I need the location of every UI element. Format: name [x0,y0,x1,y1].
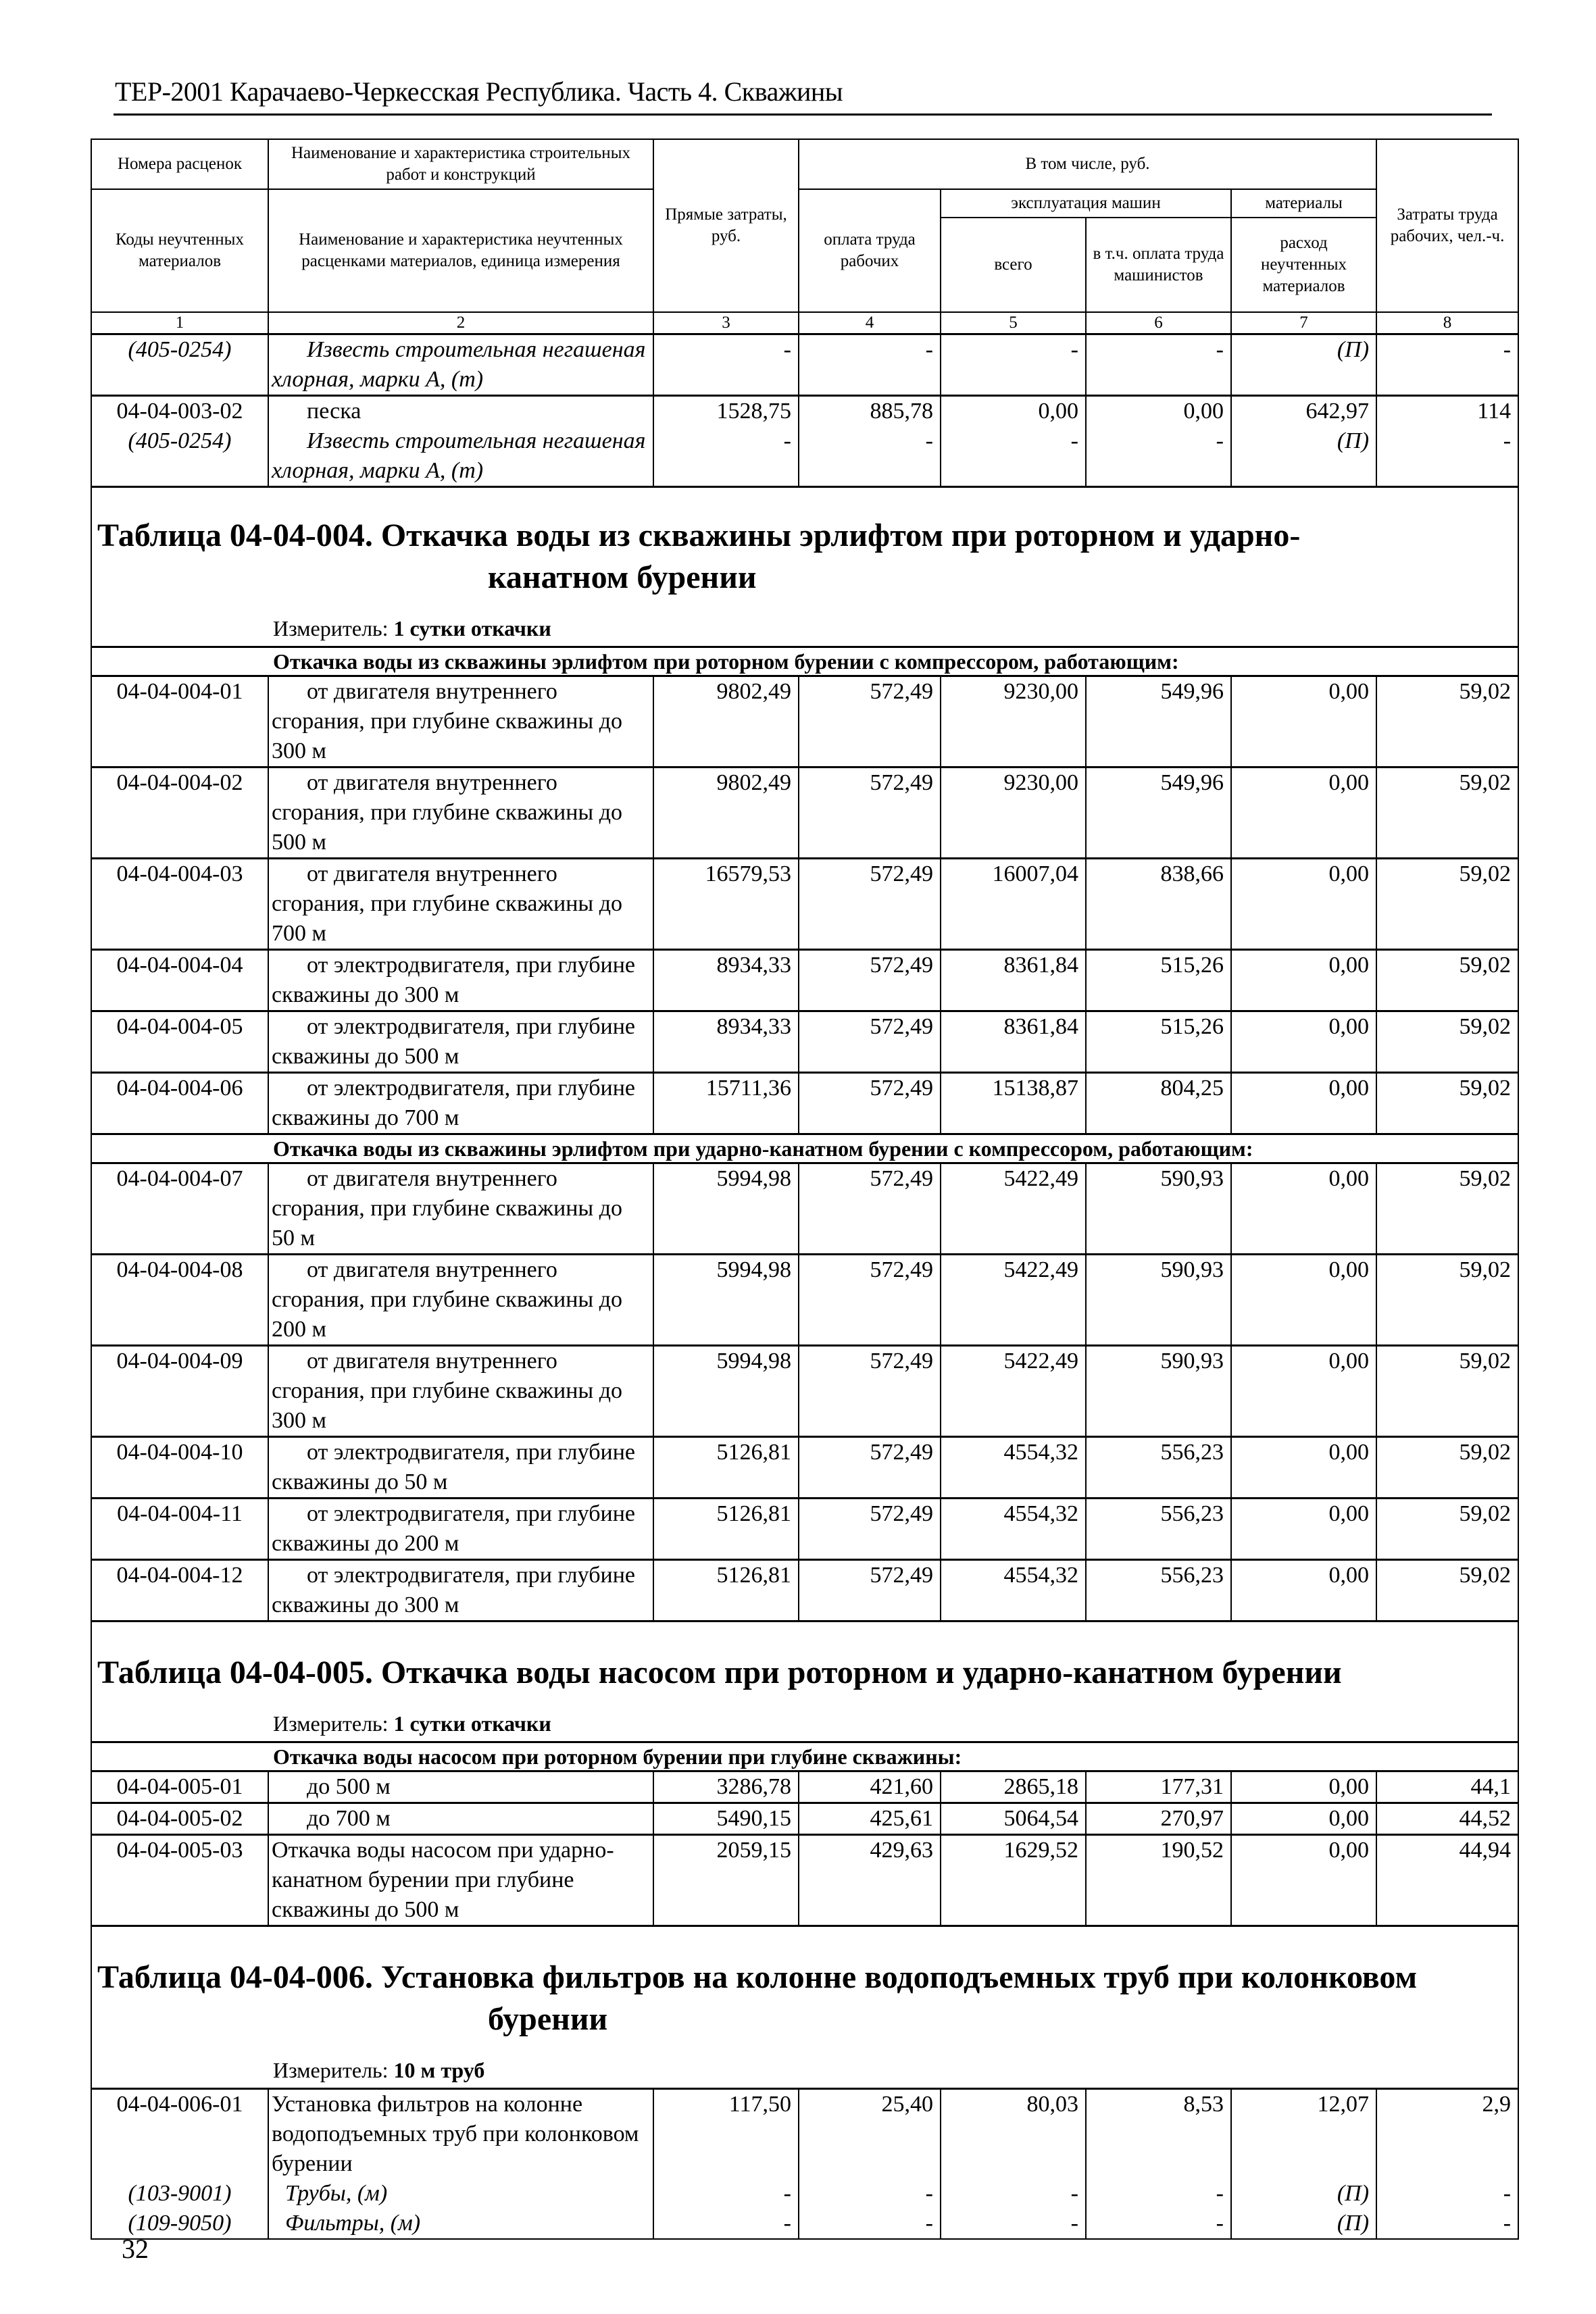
value: 12,07 [1317,2092,1370,2117]
value-labor: 572,49 [799,950,941,1011]
rate-row [91,1346,1518,1437]
value-operators: 270,97 [1086,1803,1231,1835]
value-labor-hours: 59,02 [1376,1499,1518,1560]
table-005-group1: Откачка воды насосом при роторном бурении при глубине скважины: [91,1742,1518,1771]
rate-row [91,1560,1518,1621]
value-labor-hours: 59,02 [1376,1011,1518,1073]
rate-name: песка [307,399,361,424]
value-operators: 804,25 [1086,1073,1231,1134]
rate-row [91,1771,1518,1803]
rate-code-cell [91,396,268,487]
rate-code: 04-04-004-03 [91,859,268,950]
value-materials: 0,00 [1231,1163,1376,1255]
value-direct: 15711,36 [653,1073,799,1134]
value-operators: 515,26 [1086,1011,1231,1073]
value-machines: 5422,49 [941,1346,1086,1437]
value-materials: 0,00 [1231,1011,1376,1073]
material-row [91,334,1518,396]
rate-code: 04-04-004-10 [91,1437,268,1499]
rate-name: от электродвигателя, при глубине скважины до 700 м [268,1073,653,1134]
material-code: (405-0254) [128,428,232,453]
value: 885,78 [870,399,933,424]
value-labor-hours [1376,2089,1518,2240]
value-labor: 421,60 [799,1771,941,1803]
col-number: 8 [1376,312,1518,334]
value-operators: 556,23 [1086,1437,1231,1499]
value-direct: 5994,98 [653,1346,799,1437]
value-direct [653,2089,799,2240]
value-operators: 549,96 [1086,676,1231,768]
rates-table [91,139,1519,2240]
table-004-title [92,488,1518,605]
value-labor: 572,49 [799,768,941,859]
rate-code: 04-04-003-02 [116,399,243,424]
material-name: Трубы, (м) [285,2181,388,2206]
value-operators: 590,93 [1086,1255,1231,1346]
rate-code: 04-04-004-07 [91,1163,268,1255]
group-header-machines: эксплуатация машин [941,189,1231,218]
measure-label: Измеритель: [273,616,394,640]
value-direct: 5126,81 [653,1437,799,1499]
rate-name: от электродвигателя, при глубине скважины до 50 м [268,1437,653,1499]
value: - [783,428,791,453]
title-line: Таблица 04-04-004. Откачка воды из скважины эрлифтом при роторном и ударно- [97,518,1301,553]
value-materials [1231,396,1376,487]
rate-name: Откачка воды насосом при ударно-канатном бурении при глубине скважины до 500 м [268,1835,653,1926]
page-number: 32 [122,2234,149,2264]
value: - [1503,428,1512,453]
value-materials: 0,00 [1231,1835,1376,1926]
value: 117,50 [728,2092,791,2117]
value-labor [799,2089,941,2240]
rate-name: до 700 м [268,1803,653,1835]
measure-label: Измеритель: [273,1711,394,1736]
value-labor: 572,49 [799,1255,941,1346]
value-direct: - [653,334,799,396]
rate-row [91,1803,1518,1835]
rate-code: 04-04-004-11 [91,1499,268,1560]
col-number: 3 [653,312,799,334]
value: - [783,2211,791,2236]
value: - [925,2211,933,2236]
value-operators: 590,93 [1086,1163,1231,1255]
value-machines: 16007,04 [941,859,1086,950]
value-operators: 549,96 [1086,768,1231,859]
material-name: Известь строительная негашеная хлорная, марки А, (т) [268,334,653,396]
value-operators: 515,26 [1086,950,1231,1011]
material-code: (405-0254) [91,334,268,396]
title-line: канатном бурении [488,559,757,595]
value-materials: (П) [1231,334,1376,396]
measure-value: 1 сутки откачки [393,616,551,640]
value-labor [799,396,941,487]
value: (П) [1337,2181,1370,2206]
col8-header: Затраты труда рабочих, чел.-ч. [1376,139,1518,312]
material-code: (109-9050) [128,2211,232,2236]
value: - [783,2181,791,2206]
header-rule [114,114,1492,116]
value-machines: 5064,54 [941,1803,1086,1835]
value-machines: 8361,84 [941,950,1086,1011]
value-machines: - [941,334,1086,396]
value-direct: 5126,81 [653,1560,799,1621]
col7-header: расход неучтенных материалов [1231,218,1376,312]
col2-header-top: Наименование и характеристика строительных работ и конструкций [268,139,653,189]
material-name: Фильтры, (м) [285,2211,421,2236]
value-direct: 3286,78 [653,1771,799,1803]
value-labor-hours: 59,02 [1376,1163,1518,1255]
table-004-measure [92,605,1518,646]
col1-header-top: Номера расценок [91,139,268,189]
rate-name: от электродвигателя, при глубине скважины до 500 м [268,1011,653,1073]
value-labor-hours: 59,02 [1376,1255,1518,1346]
value: - [1216,2211,1224,2236]
rate-row [91,396,1518,487]
col3-header: Прямые затраты, руб. [653,139,799,312]
value: 2,9 [1482,2092,1512,2117]
value-machines: 9230,00 [941,768,1086,859]
rate-code: 04-04-004-09 [91,1346,268,1437]
value-labor: 572,49 [799,1437,941,1499]
value-direct: 9802,49 [653,676,799,768]
value: (П) [1337,428,1370,453]
col1-header-bottom: Коды неучтенных материалов [91,189,268,312]
value-operators: 838,66 [1086,859,1231,950]
rate-code: 04-04-005-01 [91,1771,268,1803]
rate-row [91,1499,1518,1560]
rate-code: 04-04-004-04 [91,950,268,1011]
rate-name: от двигателя внутреннего сгорания, при глубине скважины до 700 м [268,859,653,950]
title-line: бурении [488,2001,608,2037]
value: (П) [1337,2211,1370,2236]
value-machines [941,396,1086,487]
value-materials: 0,00 [1231,859,1376,950]
value-materials: 0,00 [1231,768,1376,859]
value-labor-hours: 59,02 [1376,768,1518,859]
rate-row [91,768,1518,859]
value-machines: 4554,32 [941,1499,1086,1560]
rate-name: от двигателя внутреннего сгорания, при глубине скважины до 300 м [268,1346,653,1437]
value-operators: 590,93 [1086,1346,1231,1437]
rate-name: от двигателя внутреннего сгорания, при глубине скважины до 300 м [268,676,653,768]
value-labor: 572,49 [799,859,941,950]
value: - [1070,2181,1078,2206]
value-machines: 8361,84 [941,1011,1086,1073]
value-labor-hours: 59,02 [1376,1437,1518,1499]
material-code: (103-9001) [128,2181,232,2206]
rate-row [91,676,1518,768]
value-machines: 1629,52 [941,1835,1086,1926]
table-004-group1: Откачка воды из скважины эрлифтом при роторном бурении с компрессором, работающим: [91,647,1518,676]
table-005-measure [92,1701,1518,1741]
material-name: Известь строительная негашеная хлорная, марки А, (т) [272,428,646,483]
value-machines: 2865,18 [941,1771,1086,1803]
value-labor-hours: 44,52 [1376,1803,1518,1835]
value-labor-hours [1376,396,1518,487]
value-operators: 556,23 [1086,1560,1231,1621]
value-materials: 0,00 [1231,1803,1376,1835]
value: - [925,2181,933,2206]
value-materials: 0,00 [1231,950,1376,1011]
col5-header: всего [941,218,1086,312]
group-header-materials: материалы [1231,189,1376,218]
value-direct [653,396,799,487]
value-labor: - [799,334,941,396]
value-direct: 2059,15 [653,1835,799,1926]
rates-table-frame [91,139,1518,2240]
value-direct: 8934,33 [653,950,799,1011]
rate-code: 04-04-004-06 [91,1073,268,1134]
value-direct: 16579,53 [653,859,799,950]
value-machines: 5422,49 [941,1163,1086,1255]
value: - [1216,428,1224,453]
value-operators: - [1086,334,1231,396]
rate-name: от двигателя внутреннего сгорания, при глубине скважины до 50 м [268,1163,653,1255]
rate-name: до 500 м [268,1771,653,1803]
rate-name: от электродвигателя, при глубине скважины до 200 м [268,1499,653,1560]
rate-name-cell [268,2089,653,2240]
rate-name: от электродвигателя, при глубине скважины до 300 м [268,950,653,1011]
table-005-heading [91,1621,1518,1742]
rate-row [91,1437,1518,1499]
col-number: 1 [91,312,268,334]
value: 25,40 [881,2092,933,2117]
value: 114 [1477,399,1512,424]
value-direct: 9802,49 [653,768,799,859]
value: - [1216,2181,1224,2206]
col6-header: в т.ч. оплата труда машинистов [1086,218,1231,312]
rate-row [91,950,1518,1011]
value-labor-hours: 59,02 [1376,1560,1518,1621]
value-materials: 0,00 [1231,676,1376,768]
rate-row [91,1011,1518,1073]
rate-code: 04-04-005-03 [91,1835,268,1926]
value-machines: 4554,32 [941,1437,1086,1499]
value-materials [1231,2089,1376,2240]
rate-row [91,859,1518,950]
value-direct: 5490,15 [653,1803,799,1835]
rate-name: от электродвигателя, при глубине скважины до 300 м [268,1560,653,1621]
value: 8,53 [1183,2092,1224,2117]
value: - [1070,428,1078,453]
value: 80,03 [1026,2092,1078,2117]
value: - [925,428,933,453]
value: - [1503,2181,1512,2206]
value-materials: 0,00 [1231,1255,1376,1346]
rate-code: 04-04-006-01 [116,2092,243,2117]
rate-code: 04-04-004-08 [91,1255,268,1346]
col-number: 5 [941,312,1086,334]
table-005-title [92,1622,1518,1701]
value-labor-hours: - [1376,334,1518,396]
value-materials: 0,00 [1231,1560,1376,1621]
value-operators: 177,31 [1086,1771,1231,1803]
value-labor: 572,49 [799,1499,941,1560]
rate-name-cell [268,396,653,487]
value-labor-hours: 44,94 [1376,1835,1518,1926]
col-number: 2 [268,312,653,334]
rate-row [91,2089,1518,2240]
group-header-incl: В том числе, руб. [799,139,1376,189]
value-labor: 572,49 [799,1011,941,1073]
rate-row [91,1163,1518,1255]
value-operators: 556,23 [1086,1499,1231,1560]
value-labor-hours: 59,02 [1376,676,1518,768]
value-labor: 572,49 [799,1346,941,1437]
value-labor-hours: 44,1 [1376,1771,1518,1803]
value-direct: 5994,98 [653,1163,799,1255]
rate-name: от двигателя внутреннего сгорания, при глубине скважины до 500 м [268,768,653,859]
value-labor: 572,49 [799,1073,941,1134]
value-labor: 429,63 [799,1835,941,1926]
value: - [1503,2211,1512,2236]
value-machines: 4554,32 [941,1560,1086,1621]
value-labor-hours: 59,02 [1376,859,1518,950]
value-materials: 0,00 [1231,1346,1376,1437]
rate-row [91,1255,1518,1346]
title-line: Таблица 04-04-005. Откачка воды насосом при роторном и ударно-канатном бурении [97,1655,1342,1690]
value-labor-hours: 59,02 [1376,1073,1518,1134]
value-direct: 5994,98 [653,1255,799,1346]
value-labor: 572,49 [799,1560,941,1621]
measure-value: 1 сутки откачки [393,1711,551,1736]
value-labor-hours: 59,02 [1376,950,1518,1011]
rate-row [91,1073,1518,1134]
value-machines: 9230,00 [941,676,1086,768]
value-labor: 572,49 [799,676,941,768]
value-labor: 425,61 [799,1803,941,1835]
value-machines [941,2089,1086,2240]
col-number: 6 [1086,312,1231,334]
value-materials: 0,00 [1231,1437,1376,1499]
page-header: ТЕР-2001 Карачаево-Черкесская Республика. Часть 4. Скважины [115,76,843,107]
value: 0,00 [1183,399,1224,424]
rate-code: 04-04-005-02 [91,1803,268,1835]
value-labor: 572,49 [799,1163,941,1255]
rate-row [91,1835,1518,1926]
measure-value: 10 м труб [393,2058,485,2082]
value-operators [1086,2089,1231,2240]
table-004-group2: Откачка воды из скважины эрлифтом при ударно-канатном бурении с компрессором, работающим: [91,1134,1518,1163]
rate-name: Установка фильтров на колонне водоподъемных труб при колонковом бурении [272,2092,639,2176]
rate-code: 04-04-004-12 [91,1560,268,1621]
rate-code-cell [91,2089,268,2240]
value-operators [1086,396,1231,487]
value: 642,97 [1305,399,1370,424]
value-materials: 0,00 [1231,1499,1376,1560]
measure-label: Измеритель: [273,2058,394,2082]
rate-code: 04-04-004-05 [91,1011,268,1073]
value: 1528,75 [716,399,791,424]
value-machines: 15138,87 [941,1073,1086,1134]
col4-header: оплата труда рабочих [799,189,941,312]
table-006-measure [92,2047,1518,2088]
value-materials: 0,00 [1231,1771,1376,1803]
col2-header-bottom: Наименование и характеристика неучтенных расценками материалов, единица измерения [268,189,653,312]
value: - [1070,2211,1078,2236]
value-direct: 5126,81 [653,1499,799,1560]
value-materials: 0,00 [1231,1073,1376,1134]
rate-code: 04-04-004-02 [91,768,268,859]
table-004-heading [91,487,1518,647]
value: 0,00 [1038,399,1078,424]
value-machines: 5422,49 [941,1255,1086,1346]
value-operators: 190,52 [1086,1835,1231,1926]
value-direct: 8934,33 [653,1011,799,1073]
rate-name: от двигателя внутреннего сгорания, при глубине скважины до 200 м [268,1255,653,1346]
value-labor-hours: 59,02 [1376,1346,1518,1437]
table-006-title [92,1927,1518,2047]
col-number: 4 [799,312,941,334]
title-line: Таблица 04-04-006. Установка фильтров на колонне водоподъемных труб при колонковом [97,1959,1418,1995]
table-006-heading [91,1926,1518,2089]
col-number: 7 [1231,312,1376,334]
rate-code: 04-04-004-01 [91,676,268,768]
